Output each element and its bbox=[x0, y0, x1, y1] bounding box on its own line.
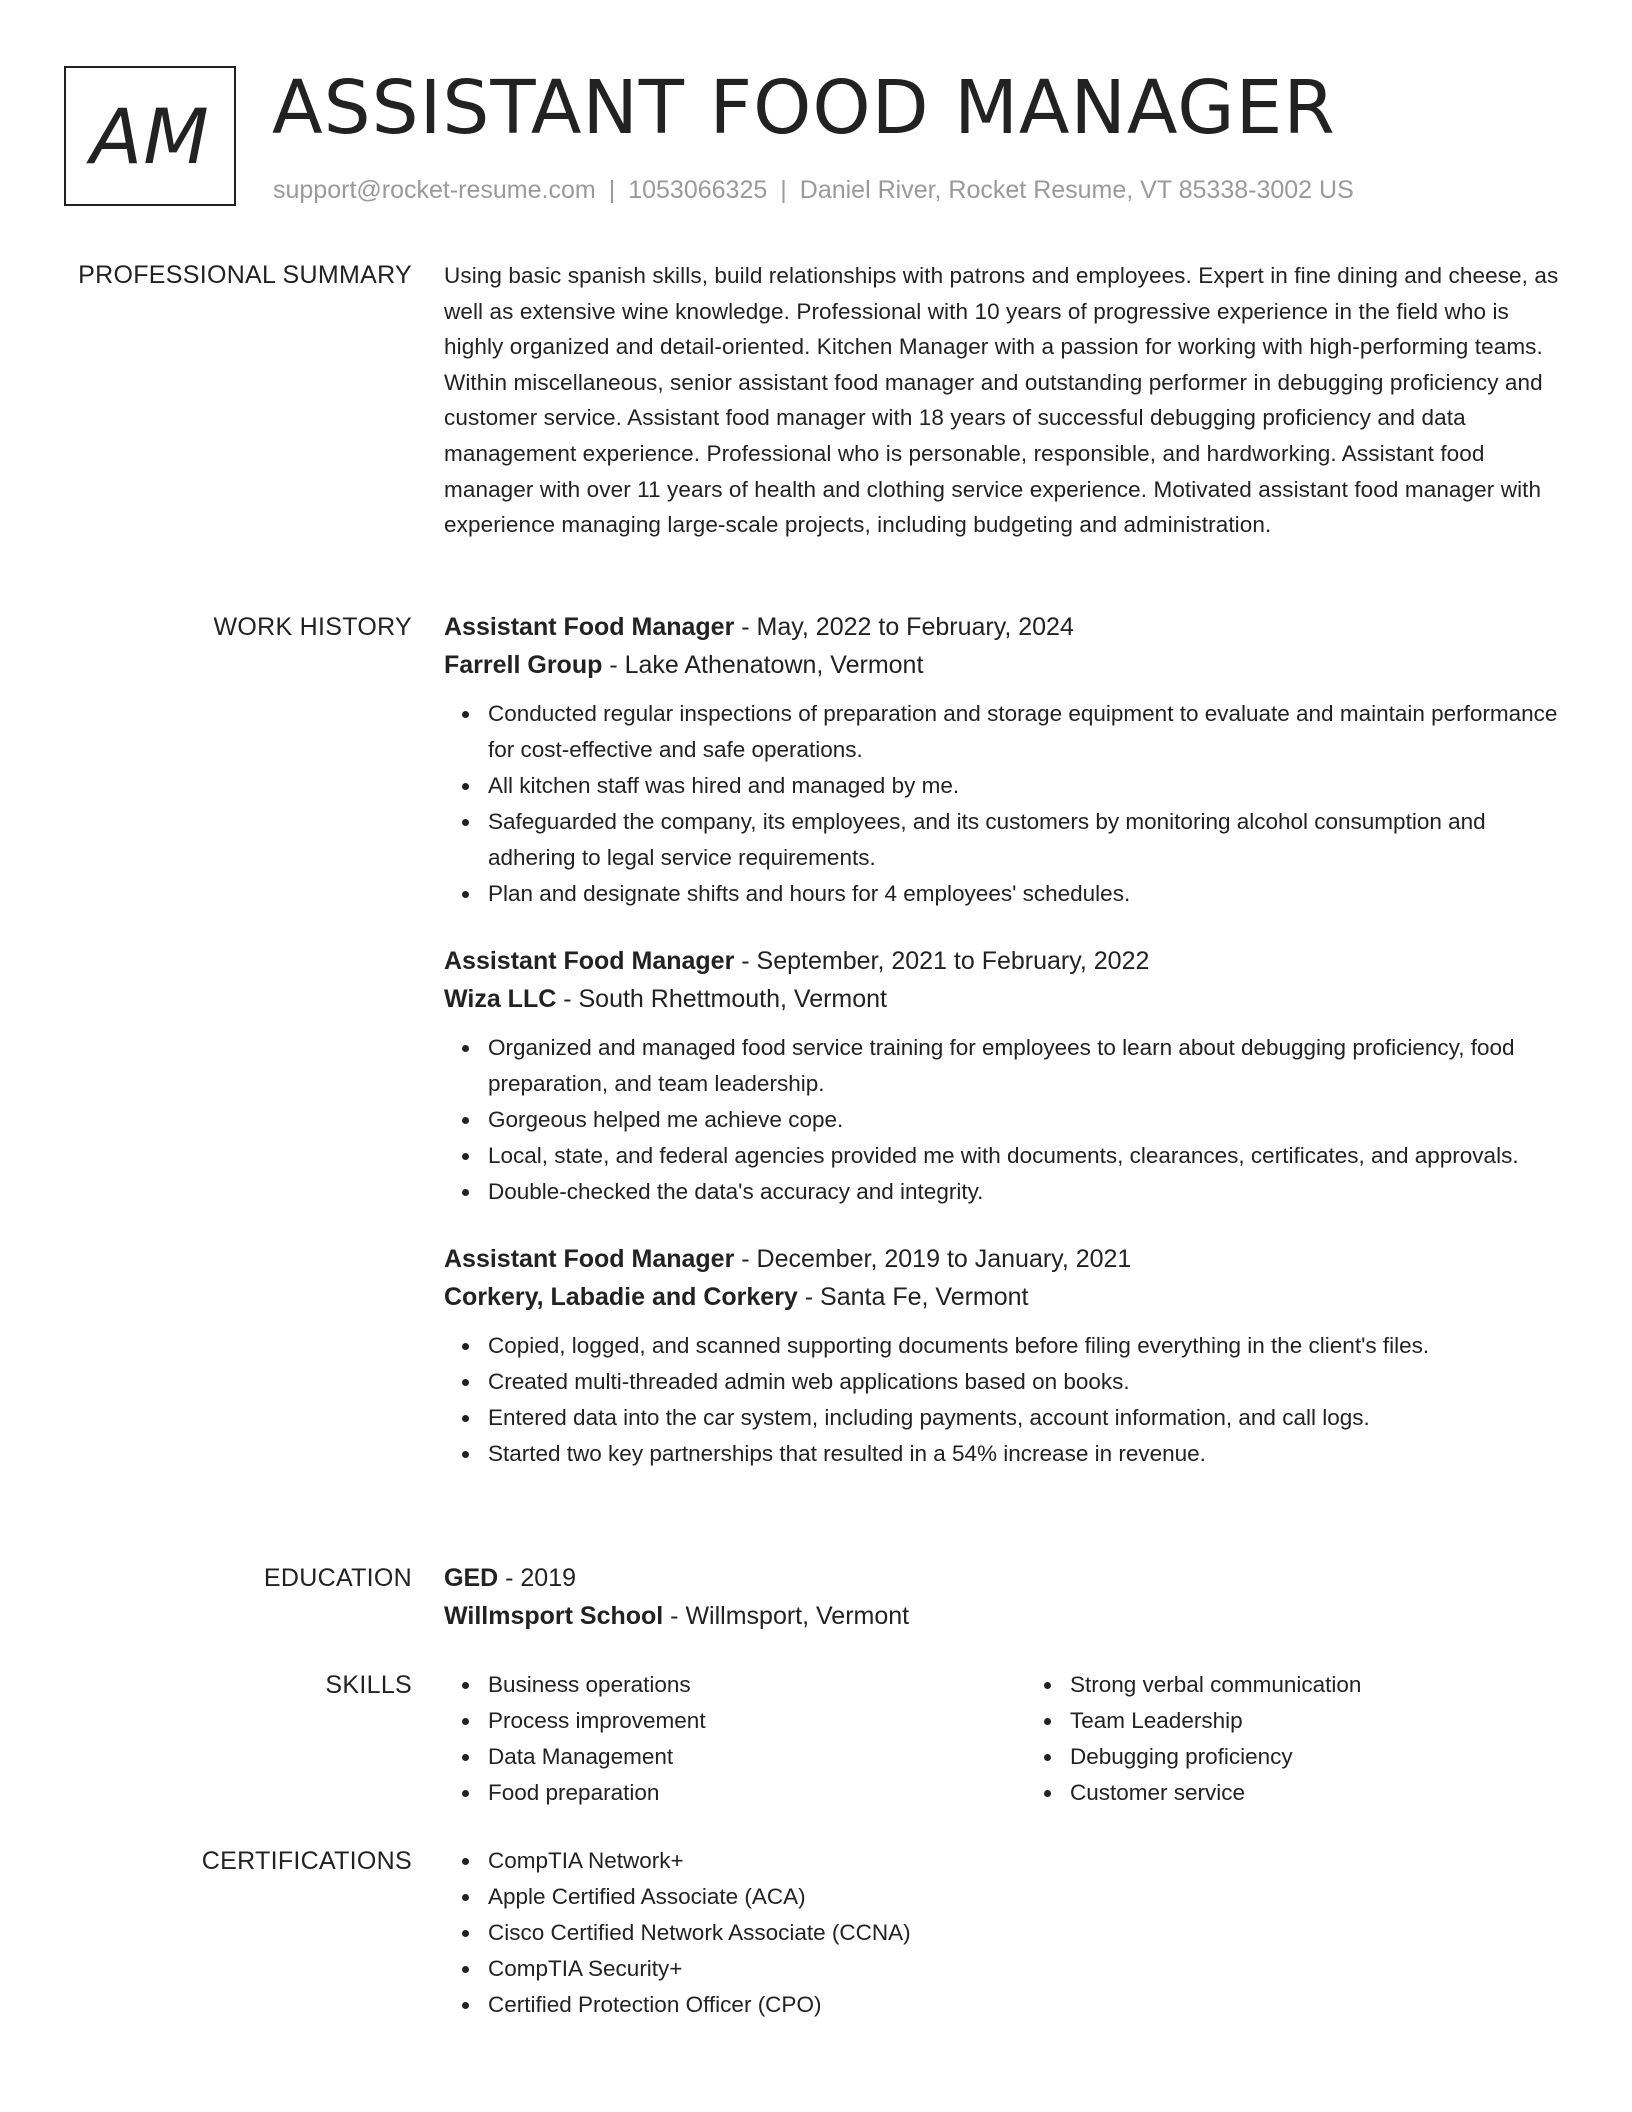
certification-item: CompTIA Security+ bbox=[488, 1951, 1564, 1987]
skill-item: Team Leadership bbox=[1070, 1703, 1564, 1739]
job-dates: - December, 2019 to January, 2021 bbox=[734, 1245, 1132, 1273]
contact-separator: | bbox=[780, 176, 787, 204]
job-bullet: Conducted regular inspections of preparation and storage equipment to evaluate and maintain performance for cost-effective and safe operations. bbox=[488, 696, 1564, 768]
job-company: Corkery, Labadie and Corkery bbox=[444, 1283, 798, 1311]
job-company-line bbox=[444, 980, 1564, 1018]
certification-item: Certified Protection Officer (CPO) bbox=[488, 1987, 1564, 2023]
job-dates: - September, 2021 to February, 2022 bbox=[734, 947, 1150, 975]
skill-item: Data Management bbox=[488, 1739, 982, 1775]
education-school-line bbox=[444, 1597, 1564, 1635]
job-bullet: All kitchen staff was hired and managed by me. bbox=[488, 768, 1564, 804]
job-bullet: Started two key partnerships that resulted in a 54% increase in revenue. bbox=[488, 1436, 1564, 1472]
skill-item: Business operations bbox=[488, 1667, 982, 1703]
section-label-certifications: CERTIFICATIONS bbox=[201, 1847, 412, 1875]
job-bullet: Double-checked the data's accuracy and integrity. bbox=[488, 1174, 1564, 1210]
contact-email[interactable]: support@rocket-resume.com bbox=[273, 176, 596, 204]
skill-item: Debugging proficiency bbox=[1070, 1739, 1564, 1775]
education-school: Willmsport School bbox=[444, 1602, 664, 1630]
job-entry bbox=[444, 942, 1564, 1210]
job-bullet: Safeguarded the company, its employees, and its customers by monitoring alcohol consumption and adhering to legal service requirements. bbox=[488, 804, 1564, 876]
summary-body bbox=[444, 258, 1564, 543]
education-degree-line bbox=[444, 1559, 1564, 1597]
work-history-body bbox=[444, 608, 1564, 1502]
skills-columns bbox=[444, 1667, 1564, 1811]
resume-title: ASSISTANT FOOD MANAGER bbox=[272, 65, 1336, 151]
contact-phone[interactable]: 1053066325 bbox=[628, 176, 768, 204]
job-bullets bbox=[444, 1328, 1564, 1472]
section-label-summary: PROFESSIONAL SUMMARY bbox=[78, 261, 412, 289]
job-title-line bbox=[444, 608, 1564, 646]
skills-list-right bbox=[1026, 1667, 1564, 1811]
education-year: - 2019 bbox=[498, 1564, 577, 1592]
skill-item: Process improvement bbox=[488, 1703, 982, 1739]
section-label-work-history: WORK HISTORY bbox=[213, 613, 412, 641]
skill-item: Strong verbal communication bbox=[1070, 1667, 1564, 1703]
job-bullet: Gorgeous helped me achieve cope. bbox=[488, 1102, 1564, 1138]
education-body bbox=[444, 1559, 1564, 1635]
summary-text: Using basic spanish skills, build relationships with patrons and employees. Expert in fine dining and cheese, as well as extensive wine knowledge. Professional with 10 years of progressive experience in the field who is highly organized and detail-oriented. Kitchen Manager with a passion for working with high-performing teams. Within miscellaneous, senior assistant food manager and outstanding performer in debugging proficiency and customer service. Assistant food manager with 18 years of successful debugging proficiency and data management experience. Professional who is personable, responsible, and hardworking. Assistant food manager with over 11 years of health and clothing service experience. Motivated assistant food manager with experience managing large-scale projects, including budgeting and administration. bbox=[444, 263, 1559, 538]
certification-item: CompTIA Network+ bbox=[488, 1843, 1564, 1879]
education-location: - Willmsport, Vermont bbox=[663, 1602, 910, 1630]
contact-separator: | bbox=[608, 176, 616, 204]
certifications-list bbox=[444, 1843, 1564, 2023]
job-bullet: Plan and designate shifts and hours for 4 employees' schedules. bbox=[488, 876, 1564, 912]
job-bullets bbox=[444, 696, 1564, 912]
certifications-body bbox=[444, 1843, 1564, 2023]
certification-item: Apple Certified Associate (ACA) bbox=[488, 1879, 1564, 1915]
skill-item: Customer service bbox=[1070, 1775, 1564, 1811]
contact-address: Daniel River, Rocket Resume, VT 85338-3002 US bbox=[799, 176, 1354, 204]
job-entry bbox=[444, 1240, 1564, 1472]
job-company: Wiza LLC bbox=[444, 985, 557, 1013]
job-location: - Lake Athenatown, Vermont bbox=[602, 651, 924, 679]
skill-item: Food preparation bbox=[488, 1775, 982, 1811]
skills-body bbox=[444, 1667, 1564, 1811]
resume-header bbox=[64, 64, 1568, 210]
certification-item: Cisco Certified Network Associate (CCNA) bbox=[488, 1915, 1564, 1951]
job-bullet: Created multi-threaded admin web applications based on books. bbox=[488, 1364, 1564, 1400]
job-location: - South Rhettmouth, Vermont bbox=[556, 985, 888, 1013]
monogram-badge: AM bbox=[64, 66, 236, 206]
education-degree: GED bbox=[444, 1564, 499, 1592]
job-bullets bbox=[444, 1030, 1564, 1210]
job-title-line bbox=[444, 942, 1564, 980]
job-bullet: Local, state, and federal agencies provided me with documents, clearances, certificates, and approvals. bbox=[488, 1138, 1564, 1174]
job-bullet: Copied, logged, and scanned supporting documents before filing everything in the client's files. bbox=[488, 1328, 1564, 1364]
job-location: - Santa Fe, Vermont bbox=[797, 1283, 1029, 1311]
job-title: Assistant Food Manager bbox=[444, 947, 735, 975]
job-bullet: Entered data into the car system, including payments, account information, and call logs. bbox=[488, 1400, 1564, 1436]
skills-list-left bbox=[444, 1667, 982, 1811]
contact-line bbox=[273, 173, 1354, 207]
section-label-education: EDUCATION bbox=[263, 1564, 412, 1592]
job-title-line bbox=[444, 1240, 1564, 1278]
job-company-line bbox=[444, 646, 1564, 684]
job-company: Farrell Group bbox=[444, 651, 603, 679]
job-entry bbox=[444, 608, 1564, 912]
section-label-skills: SKILLS bbox=[325, 1671, 412, 1699]
job-dates: - May, 2022 to February, 2024 bbox=[734, 613, 1074, 641]
job-title: Assistant Food Manager bbox=[444, 1245, 735, 1273]
job-company-line bbox=[444, 1278, 1564, 1316]
job-bullet: Organized and managed food service training for employees to learn about debugging proficiency, food preparation, and team leadership. bbox=[488, 1030, 1564, 1102]
job-title: Assistant Food Manager bbox=[444, 613, 735, 641]
